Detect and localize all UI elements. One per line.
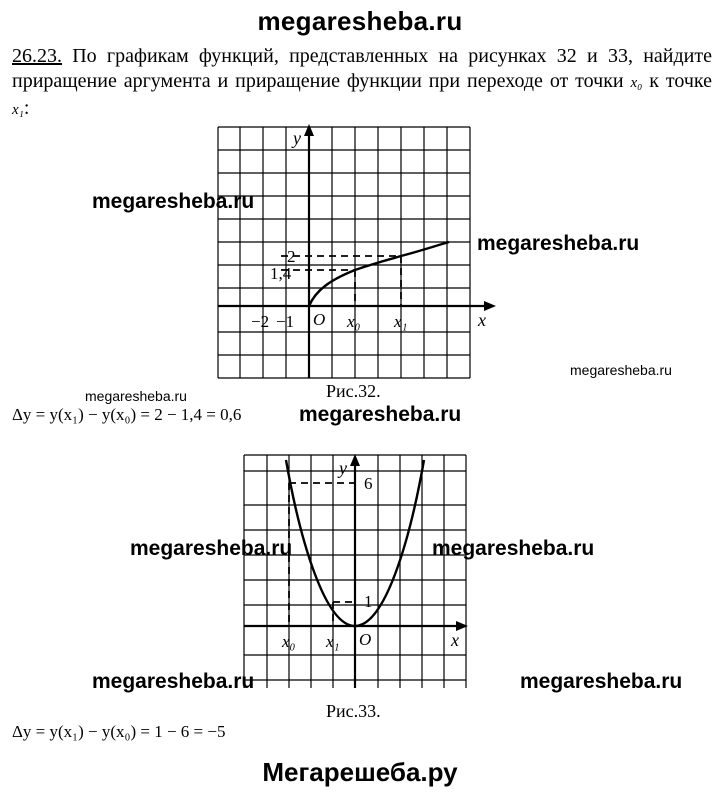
- fig32-curve: [309, 242, 449, 306]
- footer-watermark: Мегарешеба.ру: [262, 757, 458, 787]
- fig33-x-label: x: [451, 630, 459, 650]
- watermark-formula1-small: megaresheba.ru: [85, 388, 187, 404]
- header-watermark: megaresheba.ru: [257, 6, 463, 36]
- fig33-x0: x₀: [282, 632, 296, 651]
- fig33-y-1: 1: [364, 592, 373, 611]
- watermark-fig33-left: megaresheba.ru: [130, 537, 293, 560]
- watermark-below-fig32: megaresheba.ru: [299, 403, 462, 426]
- fig32-tick-minus2: −2: [251, 312, 270, 331]
- fig32-y-arrow-icon: [304, 124, 314, 136]
- problem-x0: x₀: [630, 75, 643, 91]
- watermark-fig32-small: megaresheba.ru: [570, 362, 672, 378]
- watermark-fig32-left: megaresheba.ru: [92, 190, 255, 213]
- problem-end: :: [23, 97, 30, 119]
- fig33-y-label: y: [339, 458, 347, 478]
- watermark-fig32-right: megaresheba.ru: [477, 232, 640, 255]
- fig33-y-6: 6: [364, 474, 373, 493]
- fig33-y-arrow-icon: [350, 454, 360, 466]
- problem-middle: к точке: [642, 70, 712, 92]
- fig33-origin: O: [359, 630, 372, 649]
- watermark-fig33-bottom-left: megaresheba.ru: [92, 670, 255, 693]
- watermark-fig33-bottom-right: megaresheba.ru: [520, 670, 683, 693]
- problem-x1: x₁: [12, 102, 24, 118]
- fig33-caption: Рис.33.: [326, 701, 381, 721]
- watermark-fig33-right: megaresheba.ru: [432, 537, 595, 560]
- fig32-x0: x₀: [347, 312, 361, 331]
- fig32-tick-minus1: −1: [276, 312, 295, 331]
- fig32-caption: Рис.32.: [326, 381, 381, 401]
- formula-2: Δy = y(x₁) − y(x₀) = 1 − 6 = −5: [12, 722, 226, 741]
- formula-1: Δy = y(x₁) − y(x₀) = 2 − 1,4 = 0,6: [12, 405, 242, 424]
- fig32-y-label: y: [293, 128, 301, 148]
- fig32-x1: x₁: [394, 312, 408, 331]
- problem-text: По графикам функций, представленных на рисунках 32 и 33, найдите приращение аргумента и приращение функции при переходе от точки: [12, 45, 712, 92]
- fig33-x1: x₁: [326, 632, 340, 651]
- fig32-origin: O: [313, 310, 326, 329]
- fig32-x-label: x: [478, 310, 486, 330]
- fig32-y-2: 2: [287, 247, 296, 266]
- fig32-y-14: 1,4: [270, 264, 292, 283]
- problem-number: 26.23.: [12, 45, 62, 67]
